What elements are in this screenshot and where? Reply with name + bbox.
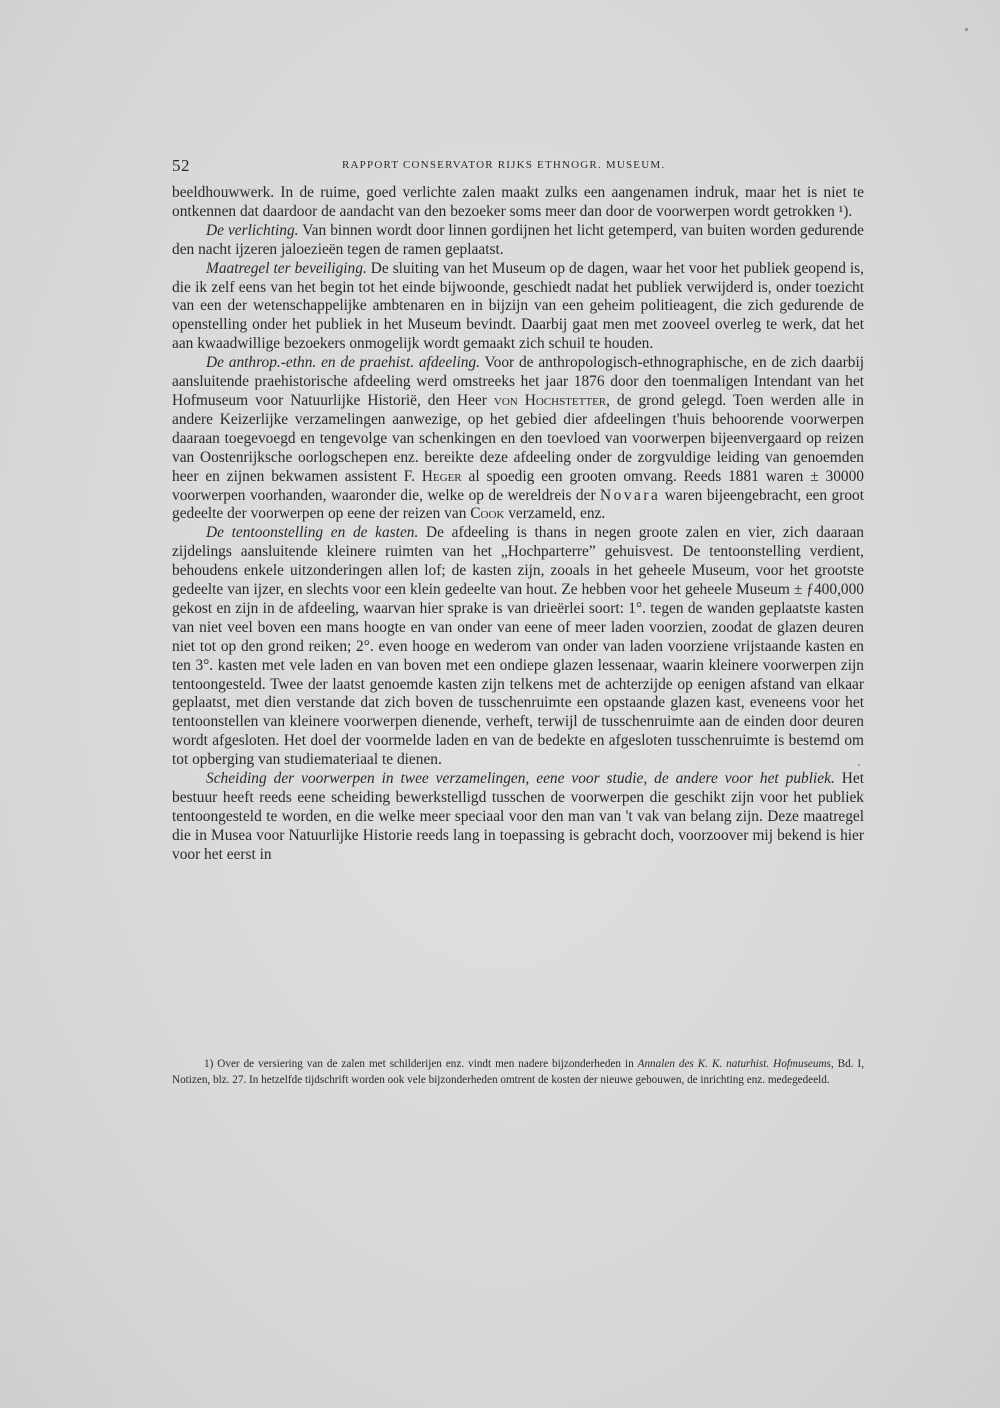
ship-name-novara: Novara <box>600 486 661 504</box>
running-head: RAPPORT CONSERVATOR RIJKS ETHNOGR. MUSEUM. <box>342 159 666 171</box>
paragraph-beveiliging <box>172 260 864 355</box>
paragraph-text: waren bijeengebracht, een groot gedeelte der voorwerpen op eene der reizen van <box>172 486 864 523</box>
footnote-text: Bd. I, Notizen, blz. 27. In hetzelfde tijdschrift worden ook vele bijzonderheden omtrent de kosten der nieuwe gebouwen, de inrichting enz. medegedeeld. <box>172 1058 865 1086</box>
footnote-text: 1) Over de versiering van de zalen met schilderijen enz. vindt men nadere bijzonderheden in <box>204 1058 638 1070</box>
paragraph-text: De afdeeling is thans in negen groote zalen en vier, zich daaraan zijdelings aansluitende kleinere ruimten van het „Hochparterre” gehuisvest. De tentoonstelling verdient, behoudens enkele uitzonderingen allen lof; de kasten zijn, zooals in het geheele Museum, voor het grootste gedeelte van ijzer, en slechts voor een klein gedeelte van hout. Ze hebben voor het geheele Museum ± ƒ400,000 gekost en zijn in de afdeeling, waarvan hier sprake is van drieërlei soort: 1°. tegen de wanden geplaatste kasten van niet veel boven een mans hoogte en van onder van eene of meer laden voorzien, zoodat de glazen deuren niet tot op den grond reiken; 2°. even hooge en wederom van onder van laden voorziene vrijstaande kasten en ten 3°. kasten met vele laden en van boven met een ondiepe glazen lessenaar, waarin kleinere voorwerpen zijn tentoongesteld. Twee der laatst genoemde kasten zijn telkens met de achterzijde op eenigen afstand van elkaar geplaatst, met dien verstande dat zich boven de tusschenruimte een opstaande glazen kast, eveneens voor het tentoonstellen van kleinere voorwerpen dienende, verheft, terwijl de tusschenruimte aan de einden door deuren wordt afgesloten. Het doel der voormelde laden en van de bedekte en afgesloten tusschenruimte is bestemd om tot opberging van studiemateriaal te dienen. <box>172 524 864 769</box>
paragraph-scheiding <box>172 770 864 865</box>
section-lead-scheiding: Scheiding der voorwerpen in twee verzamelingen, eene voor studie, de andere voor het publiek. <box>206 770 835 788</box>
footnote <box>172 1057 864 1088</box>
section-lead-beveiliging: Maatregel ter beveiliging. <box>206 259 367 277</box>
scan-speck <box>858 764 860 766</box>
scan-speck <box>965 28 968 31</box>
paragraph-text: Het bestuur heeft reeds eene scheiding bewerkstelligd tusschen de voorwerpen die geschikt zijn voor het publiek tentoongesteld te worden, en die welke meer speciaal voor den man van 't vak van belang zijn. Deze maatregel die in Musea voor Natuurlijke Historie reeds lang in toepassing is gebracht doch, voorzoover mij bekend is hier voor het eerst in <box>172 770 864 863</box>
paragraph-tentoonstelling <box>172 524 864 770</box>
section-lead-tentoonstelling: De tentoonstelling en de kasten. <box>206 524 419 542</box>
body-text <box>172 184 864 865</box>
paragraph-afdeeling <box>172 354 864 524</box>
paragraph-text: Van binnen wordt door linnen gordijnen het licht getemperd, van buiten worden gedurende den nacht ijzeren jaloezieën tegen de ramen geplaatst. <box>172 221 864 258</box>
section-lead-verlichting: De verlichting. <box>206 221 299 239</box>
paragraph-1: beeldhouwwerk. In de ruime, goed verlichte zalen maakt zulks een aangenamen indruk, maar het is niet te ontkennen dat daardoor de aandacht van den bezoeker soms meer dan door de voorwerpen wordt getrokken ¹). <box>172 184 864 220</box>
footnote-journal-title: Annalen des K. K. naturhist. Hofmuseums, <box>637 1058 834 1070</box>
paragraph-text: verzameld, enz. <box>504 505 606 523</box>
paragraph-text: , de grond gelegd. Toen werden alle in andere Keizerlijke verzamelingen aanwezige, op het gebied dier afdeelingen t'huis behoorende voorwerpen daaraan toegevoegd en tengevolge van schenkingen en den toevloed van voorwerpen bijeenvergaard op reizen van Oostenrijksche oorlogschepen enz. bereikte deze afdeeling onder de zorgvuldige leiding van genoemden heer en zijnen bekwamen assistent F. <box>172 391 864 485</box>
paragraph-text: al spoedig een grooten omvang. Reeds 1881 waren ± 30000 voorwerpen voorhanden, waaronder die, welke op de wereldreis der <box>172 467 864 504</box>
paragraph-text: De sluiting van het Museum op de dagen, waar het voor het publiek geopend is, die ik zelf eens van het begin tot het einde bijwoonde, geschiedt nadat het publiek verwijderd is, onder toezicht van een der wetenschappelijke ambtenaren en in bijzijn van een geheim politieagent, die zich gedurende de openstelling onder het publiek in het Museum bevindt. Daarbij gaat men met zooveel overleg te werk, dat het aan kwaadwillige bezoekers onmogelijk wordt gemaakt zich schuil te houden. <box>172 259 864 353</box>
page-header <box>172 156 864 176</box>
name-hochstetter: von Hochstetter <box>493 391 607 409</box>
name-heger: Heger <box>421 467 462 485</box>
paragraph-text: Voor de anthropologisch-ethnographische, en de zich daarbij aansluitende praehistorische afdeeling werd omstreeks het jaar 1876 door den toenmaligen Intendant van het Hofmuseum voor Natuurlijke Historië, den Heer <box>172 354 864 409</box>
paragraph-verlichting <box>172 222 864 260</box>
section-lead-afdeeling: De anthrop.-ethn. en de praehist. afdeeling. <box>206 354 480 372</box>
name-cook: Cook <box>470 505 505 523</box>
page-number: 52 <box>172 156 190 175</box>
